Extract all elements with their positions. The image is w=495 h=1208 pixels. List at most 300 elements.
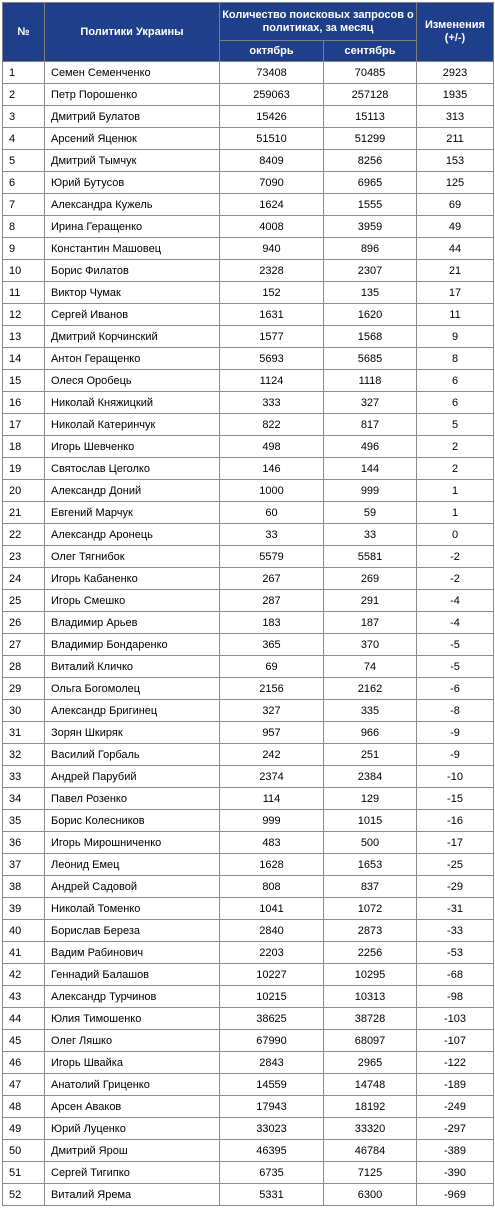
row-change: -107 xyxy=(417,1030,494,1052)
row-number: 31 xyxy=(3,722,45,744)
row-october-count: 287 xyxy=(220,590,324,612)
row-politician-name: Дмитрий Корчинский xyxy=(45,326,220,348)
row-change: -103 xyxy=(417,1008,494,1030)
table-row xyxy=(3,414,494,436)
row-october-count: 957 xyxy=(220,722,324,744)
row-october-count: 327 xyxy=(220,700,324,722)
row-change: 69 xyxy=(417,194,494,216)
row-october-count: 6735 xyxy=(220,1162,324,1184)
row-politician-name: Петр Порошенко xyxy=(45,84,220,106)
table-row xyxy=(3,172,494,194)
row-politician-name: Александр Доний xyxy=(45,480,220,502)
row-number: 47 xyxy=(3,1074,45,1096)
table-row xyxy=(3,722,494,744)
row-september-count: 817 xyxy=(324,414,417,436)
row-september-count: 1568 xyxy=(324,326,417,348)
row-change: -53 xyxy=(417,942,494,964)
row-october-count: 14559 xyxy=(220,1074,324,1096)
row-october-count: 808 xyxy=(220,876,324,898)
row-number: 32 xyxy=(3,744,45,766)
row-number: 46 xyxy=(3,1052,45,1074)
table-row xyxy=(3,920,494,942)
row-number: 10 xyxy=(3,260,45,282)
row-number: 21 xyxy=(3,502,45,524)
row-october-count: 10215 xyxy=(220,986,324,1008)
row-change: 1935 xyxy=(417,84,494,106)
row-october-count: 10227 xyxy=(220,964,324,986)
row-change: -9 xyxy=(417,744,494,766)
row-number: 35 xyxy=(3,810,45,832)
row-september-count: 10313 xyxy=(324,986,417,1008)
row-change: -68 xyxy=(417,964,494,986)
row-october-count: 2203 xyxy=(220,942,324,964)
row-number: 50 xyxy=(3,1140,45,1162)
row-politician-name: Игорь Смешко xyxy=(45,590,220,612)
row-change: 2 xyxy=(417,436,494,458)
table-row xyxy=(3,304,494,326)
row-october-count: 5693 xyxy=(220,348,324,370)
row-change: -10 xyxy=(417,766,494,788)
row-october-count: 17943 xyxy=(220,1096,324,1118)
row-change: -249 xyxy=(417,1096,494,1118)
row-number: 28 xyxy=(3,656,45,678)
row-number: 33 xyxy=(3,766,45,788)
row-number: 37 xyxy=(3,854,45,876)
row-change: -189 xyxy=(417,1074,494,1096)
row-number: 18 xyxy=(3,436,45,458)
row-number: 41 xyxy=(3,942,45,964)
row-change: -4 xyxy=(417,590,494,612)
row-politician-name: Виталий Кличко xyxy=(45,656,220,678)
row-october-count: 1628 xyxy=(220,854,324,876)
row-september-count: 370 xyxy=(324,634,417,656)
row-number: 30 xyxy=(3,700,45,722)
row-october-count: 60 xyxy=(220,502,324,524)
row-change: -6 xyxy=(417,678,494,700)
row-politician-name: Сергей Тигипко xyxy=(45,1162,220,1184)
row-october-count: 2843 xyxy=(220,1052,324,1074)
row-change: -29 xyxy=(417,876,494,898)
row-politician-name: Павел Розенко xyxy=(45,788,220,810)
row-number: 52 xyxy=(3,1184,45,1206)
row-change: -5 xyxy=(417,634,494,656)
row-politician-name: Константин Машовец xyxy=(45,238,220,260)
row-september-count: 966 xyxy=(324,722,417,744)
row-number: 6 xyxy=(3,172,45,194)
row-number: 8 xyxy=(3,216,45,238)
table-row xyxy=(3,898,494,920)
row-september-count: 3959 xyxy=(324,216,417,238)
row-number: 23 xyxy=(3,546,45,568)
table-row xyxy=(3,832,494,854)
header-politicians: Политики Украины xyxy=(45,3,220,62)
row-september-count: 896 xyxy=(324,238,417,260)
header-october: октябрь xyxy=(220,41,324,62)
table-row xyxy=(3,700,494,722)
table-row xyxy=(3,84,494,106)
row-change: -389 xyxy=(417,1140,494,1162)
row-change: -4 xyxy=(417,612,494,634)
row-number: 24 xyxy=(3,568,45,590)
politicians-search-table xyxy=(2,2,494,1206)
table-row xyxy=(3,942,494,964)
row-politician-name: Святослав Цеголко xyxy=(45,458,220,480)
row-october-count: 999 xyxy=(220,810,324,832)
header-number: № xyxy=(3,3,45,62)
row-change: 153 xyxy=(417,150,494,172)
row-politician-name: Владимир Арьев xyxy=(45,612,220,634)
row-october-count: 5579 xyxy=(220,546,324,568)
table-row xyxy=(3,964,494,986)
table-row xyxy=(3,854,494,876)
row-politician-name: Борис Филатов xyxy=(45,260,220,282)
row-october-count: 333 xyxy=(220,392,324,414)
row-change: 211 xyxy=(417,128,494,150)
row-october-count: 1631 xyxy=(220,304,324,326)
row-politician-name: Александра Кужель xyxy=(45,194,220,216)
row-october-count: 822 xyxy=(220,414,324,436)
row-number: 19 xyxy=(3,458,45,480)
row-september-count: 2256 xyxy=(324,942,417,964)
row-change: 44 xyxy=(417,238,494,260)
table-row xyxy=(3,502,494,524)
row-change: 21 xyxy=(417,260,494,282)
row-politician-name: Борислав Береза xyxy=(45,920,220,942)
table-row xyxy=(3,788,494,810)
table-row xyxy=(3,436,494,458)
row-politician-name: Ольга Богомолец xyxy=(45,678,220,700)
row-september-count: 135 xyxy=(324,282,417,304)
row-change: 11 xyxy=(417,304,494,326)
row-october-count: 1577 xyxy=(220,326,324,348)
table-row xyxy=(3,744,494,766)
row-september-count: 15113 xyxy=(324,106,417,128)
table-row xyxy=(3,348,494,370)
row-number: 39 xyxy=(3,898,45,920)
table-row xyxy=(3,260,494,282)
row-politician-name: Леонид Емец xyxy=(45,854,220,876)
row-october-count: 73408 xyxy=(220,62,324,84)
row-september-count: 59 xyxy=(324,502,417,524)
row-politician-name: Олег Ляшко xyxy=(45,1030,220,1052)
row-september-count: 38728 xyxy=(324,1008,417,1030)
row-politician-name: Александр Бригинец xyxy=(45,700,220,722)
row-politician-name: Игорь Шевченко xyxy=(45,436,220,458)
row-politician-name: Андрей Парубий xyxy=(45,766,220,788)
table-row xyxy=(3,656,494,678)
header-change: Изменения (+/-) xyxy=(417,3,494,62)
row-october-count: 51510 xyxy=(220,128,324,150)
table-row xyxy=(3,546,494,568)
row-politician-name: Юрий Луценко xyxy=(45,1118,220,1140)
row-october-count: 4008 xyxy=(220,216,324,238)
table-row xyxy=(3,766,494,788)
row-october-count: 15426 xyxy=(220,106,324,128)
row-october-count: 2156 xyxy=(220,678,324,700)
row-september-count: 2162 xyxy=(324,678,417,700)
row-politician-name: Сергей Иванов xyxy=(45,304,220,326)
row-politician-name: Игорь Кабаненко xyxy=(45,568,220,590)
row-number: 12 xyxy=(3,304,45,326)
row-number: 1 xyxy=(3,62,45,84)
row-september-count: 1653 xyxy=(324,854,417,876)
row-september-count: 1072 xyxy=(324,898,417,920)
row-october-count: 183 xyxy=(220,612,324,634)
row-september-count: 5685 xyxy=(324,348,417,370)
row-october-count: 2840 xyxy=(220,920,324,942)
row-politician-name: Владимир Бондаренко xyxy=(45,634,220,656)
row-september-count: 291 xyxy=(324,590,417,612)
row-number: 4 xyxy=(3,128,45,150)
row-september-count: 2384 xyxy=(324,766,417,788)
row-number: 15 xyxy=(3,370,45,392)
row-number: 26 xyxy=(3,612,45,634)
row-october-count: 67990 xyxy=(220,1030,324,1052)
row-september-count: 7125 xyxy=(324,1162,417,1184)
row-change: 17 xyxy=(417,282,494,304)
row-number: 5 xyxy=(3,150,45,172)
table-row xyxy=(3,1118,494,1140)
row-september-count: 6965 xyxy=(324,172,417,194)
row-september-count: 837 xyxy=(324,876,417,898)
row-change: -25 xyxy=(417,854,494,876)
row-number: 22 xyxy=(3,524,45,546)
row-october-count: 365 xyxy=(220,634,324,656)
row-politician-name: Виталий Ярема xyxy=(45,1184,220,1206)
row-politician-name: Василий Горбаль xyxy=(45,744,220,766)
row-october-count: 498 xyxy=(220,436,324,458)
table-row xyxy=(3,1074,494,1096)
row-politician-name: Антон Геращенко xyxy=(45,348,220,370)
row-politician-name: Николай Катеринчук xyxy=(45,414,220,436)
row-politician-name: Ирина Геращенко xyxy=(45,216,220,238)
row-change: -33 xyxy=(417,920,494,942)
row-september-count: 46784 xyxy=(324,1140,417,1162)
row-politician-name: Борис Колесников xyxy=(45,810,220,832)
row-politician-name: Юрий Бутусов xyxy=(45,172,220,194)
row-september-count: 327 xyxy=(324,392,417,414)
row-september-count: 1620 xyxy=(324,304,417,326)
row-change: -2 xyxy=(417,546,494,568)
table-row xyxy=(3,524,494,546)
row-october-count: 38625 xyxy=(220,1008,324,1030)
row-number: 36 xyxy=(3,832,45,854)
row-october-count: 46395 xyxy=(220,1140,324,1162)
row-change: -17 xyxy=(417,832,494,854)
row-october-count: 1000 xyxy=(220,480,324,502)
table-row xyxy=(3,392,494,414)
row-october-count: 146 xyxy=(220,458,324,480)
row-number: 9 xyxy=(3,238,45,260)
row-change: -969 xyxy=(417,1184,494,1206)
row-number: 49 xyxy=(3,1118,45,1140)
row-october-count: 33 xyxy=(220,524,324,546)
row-change: 9 xyxy=(417,326,494,348)
table-row xyxy=(3,876,494,898)
row-september-count: 187 xyxy=(324,612,417,634)
row-change: 0 xyxy=(417,524,494,546)
row-number: 25 xyxy=(3,590,45,612)
row-change: 49 xyxy=(417,216,494,238)
row-september-count: 68097 xyxy=(324,1030,417,1052)
row-politician-name: Арсений Яценюк xyxy=(45,128,220,150)
table-row xyxy=(3,1030,494,1052)
row-october-count: 114 xyxy=(220,788,324,810)
row-politician-name: Игорь Швайка xyxy=(45,1052,220,1074)
table-row xyxy=(3,282,494,304)
row-change: 1 xyxy=(417,480,494,502)
row-number: 29 xyxy=(3,678,45,700)
row-september-count: 335 xyxy=(324,700,417,722)
row-politician-name: Анатолий Гриценко xyxy=(45,1074,220,1096)
row-politician-name: Александр Турчинов xyxy=(45,986,220,1008)
row-september-count: 74 xyxy=(324,656,417,678)
row-october-count: 1624 xyxy=(220,194,324,216)
row-change: -31 xyxy=(417,898,494,920)
row-october-count: 33023 xyxy=(220,1118,324,1140)
table-row xyxy=(3,678,494,700)
row-september-count: 1555 xyxy=(324,194,417,216)
row-change: 2 xyxy=(417,458,494,480)
header-september: сентябрь xyxy=(324,41,417,62)
row-september-count: 2873 xyxy=(324,920,417,942)
table-row xyxy=(3,1162,494,1184)
row-change: 6 xyxy=(417,370,494,392)
row-politician-name: Игорь Мирошниченко xyxy=(45,832,220,854)
row-number: 43 xyxy=(3,986,45,1008)
row-politician-name: Вадим Рабинович xyxy=(45,942,220,964)
row-politician-name: Геннадий Балашов xyxy=(45,964,220,986)
table-body xyxy=(3,62,494,1206)
row-politician-name: Олеся Оробець xyxy=(45,370,220,392)
row-politician-name: Дмитрий Тымчук xyxy=(45,150,220,172)
row-october-count: 69 xyxy=(220,656,324,678)
table-row xyxy=(3,480,494,502)
row-number: 48 xyxy=(3,1096,45,1118)
header-search-queries: Количество поисковых запросов о политиках, за месяц xyxy=(220,3,417,41)
row-change: 2923 xyxy=(417,62,494,84)
row-politician-name: Николай Княжицкий xyxy=(45,392,220,414)
table-row xyxy=(3,1140,494,1162)
row-september-count: 70485 xyxy=(324,62,417,84)
row-number: 42 xyxy=(3,964,45,986)
table-row xyxy=(3,568,494,590)
row-september-count: 1015 xyxy=(324,810,417,832)
row-number: 14 xyxy=(3,348,45,370)
row-politician-name: Николай Томенко xyxy=(45,898,220,920)
row-number: 17 xyxy=(3,414,45,436)
row-change: 313 xyxy=(417,106,494,128)
row-october-count: 152 xyxy=(220,282,324,304)
row-change: -9 xyxy=(417,722,494,744)
row-october-count: 483 xyxy=(220,832,324,854)
row-number: 7 xyxy=(3,194,45,216)
row-september-count: 144 xyxy=(324,458,417,480)
row-change: -16 xyxy=(417,810,494,832)
row-number: 11 xyxy=(3,282,45,304)
row-change: 6 xyxy=(417,392,494,414)
row-september-count: 33 xyxy=(324,524,417,546)
table-row xyxy=(3,612,494,634)
row-september-count: 269 xyxy=(324,568,417,590)
row-october-count: 2328 xyxy=(220,260,324,282)
row-october-count: 8409 xyxy=(220,150,324,172)
table-row xyxy=(3,1184,494,1206)
row-september-count: 10295 xyxy=(324,964,417,986)
row-change: -15 xyxy=(417,788,494,810)
row-september-count: 33320 xyxy=(324,1118,417,1140)
row-politician-name: Арсен Аваков xyxy=(45,1096,220,1118)
row-september-count: 51299 xyxy=(324,128,417,150)
row-politician-name: Евгений Марчук xyxy=(45,502,220,524)
row-number: 3 xyxy=(3,106,45,128)
row-politician-name: Виктор Чумак xyxy=(45,282,220,304)
row-change: 8 xyxy=(417,348,494,370)
row-october-count: 242 xyxy=(220,744,324,766)
table-row xyxy=(3,150,494,172)
table-row xyxy=(3,1096,494,1118)
row-number: 38 xyxy=(3,876,45,898)
row-change: -390 xyxy=(417,1162,494,1184)
row-september-count: 1118 xyxy=(324,370,417,392)
row-number: 40 xyxy=(3,920,45,942)
table-row xyxy=(3,1008,494,1030)
table-row xyxy=(3,458,494,480)
table-header xyxy=(3,3,494,62)
row-october-count: 259063 xyxy=(220,84,324,106)
row-number: 51 xyxy=(3,1162,45,1184)
table-row xyxy=(3,1052,494,1074)
row-september-count: 257128 xyxy=(324,84,417,106)
row-change: 1 xyxy=(417,502,494,524)
row-september-count: 5581 xyxy=(324,546,417,568)
row-september-count: 2307 xyxy=(324,260,417,282)
row-september-count: 500 xyxy=(324,832,417,854)
row-change: -8 xyxy=(417,700,494,722)
row-number: 2 xyxy=(3,84,45,106)
table-row xyxy=(3,128,494,150)
table-row xyxy=(3,62,494,84)
row-september-count: 14748 xyxy=(324,1074,417,1096)
row-change: 5 xyxy=(417,414,494,436)
row-politician-name: Александр Аронець xyxy=(45,524,220,546)
row-number: 16 xyxy=(3,392,45,414)
table-row xyxy=(3,238,494,260)
row-politician-name: Зорян Шкиряк xyxy=(45,722,220,744)
row-politician-name: Семен Семенченко xyxy=(45,62,220,84)
row-october-count: 940 xyxy=(220,238,324,260)
row-politician-name: Дмитрий Булатов xyxy=(45,106,220,128)
row-politician-name: Юлия Тимошенко xyxy=(45,1008,220,1030)
table-row xyxy=(3,326,494,348)
row-september-count: 18192 xyxy=(324,1096,417,1118)
table-row xyxy=(3,106,494,128)
row-october-count: 267 xyxy=(220,568,324,590)
row-change: -98 xyxy=(417,986,494,1008)
row-october-count: 5331 xyxy=(220,1184,324,1206)
table-row xyxy=(3,216,494,238)
row-number: 20 xyxy=(3,480,45,502)
row-politician-name: Олег Тягнибок xyxy=(45,546,220,568)
row-change: -122 xyxy=(417,1052,494,1074)
table-row xyxy=(3,194,494,216)
row-number: 45 xyxy=(3,1030,45,1052)
row-september-count: 2965 xyxy=(324,1052,417,1074)
row-october-count: 1124 xyxy=(220,370,324,392)
table-row xyxy=(3,370,494,392)
row-number: 13 xyxy=(3,326,45,348)
row-change: -297 xyxy=(417,1118,494,1140)
